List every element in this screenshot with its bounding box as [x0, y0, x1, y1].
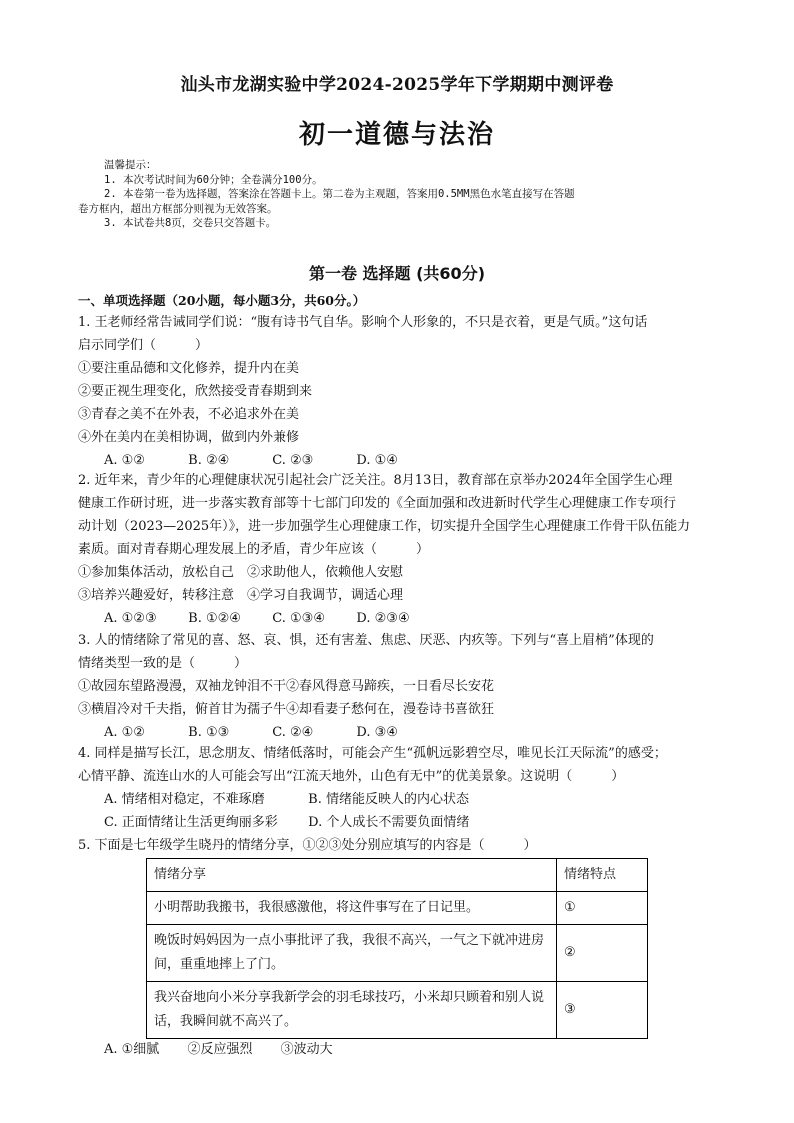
- q4-options-row: [78, 788, 720, 811]
- q4-option-a: A. 情绪相对稳定，不难琢磨: [104, 792, 265, 807]
- q4-stem-line: 心情平静、流连山水的人可能会写出“江流天地外，山色有无中”的优美景象。这说明（ ）: [78, 769, 625, 784]
- question-5: [78, 834, 720, 857]
- notice-item-2a: 2. 本卷第一卷为选择题，答案涂在答题卡上。第二卷为主观题，答案用0.5MM黑色水笔直接写在答题: [104, 188, 575, 200]
- part-title: 第一卷 选择题 (共60分): [308, 264, 486, 283]
- q2-stem-line: 动计划（2023—2025年）》，进一步加强学生心理健康工作，切实提升全国学生心理健康工作骨干队伍能力: [78, 519, 691, 534]
- table-row: [147, 892, 648, 925]
- q2-stem-line: 素质。面对青春期心理发展上的矛盾，青少年应该（ ）: [78, 542, 430, 557]
- q1-statement: ③青春之美不在外表，不必追求外在美: [78, 407, 300, 422]
- table-header-cell: 情绪特点: [557, 859, 648, 892]
- q5-option-a-part: ③波动大: [280, 1042, 333, 1057]
- notice-item-3: 3. 本试卷共8页，交卷只交答题卡。: [104, 217, 277, 229]
- q4-options-row: [78, 811, 720, 834]
- q2-option-a: A. ①②③: [104, 611, 157, 626]
- table-cell: 我兴奋地向小米分享我新学会的羽毛球技巧，小米却只顾着和别人说话，我瞬间就不高兴了。: [147, 982, 557, 1039]
- q3-option-b: B. ①③: [188, 725, 230, 740]
- question-4: [78, 742, 720, 834]
- q1-option-b: B. ②④: [188, 453, 230, 468]
- q2-statements: ①参加集体活动，放松自己 ②求助他人，依赖他人安慰: [78, 565, 404, 580]
- q3-stem-line: 情绪类型一致的是（ ）: [78, 656, 248, 671]
- subject-title: 初一道德与法治: [298, 120, 495, 150]
- table-cell: ③: [557, 982, 648, 1039]
- q2-option-d: D. ②③④: [356, 611, 410, 626]
- school-title: 汕头市龙湖实验中学2024-2025学年下学期期中测评卷: [180, 75, 614, 95]
- q4-option-c: C. 正面情绪让生活更绚丽多彩: [104, 815, 278, 830]
- q5-option-a-part: A. ①细腻: [104, 1042, 160, 1057]
- q4-option-b: B. 情绪能反映人的内心状态: [308, 792, 469, 807]
- q3-options: [78, 721, 720, 744]
- table-cell: ②: [557, 925, 648, 982]
- q3-option-d: D. ③④: [356, 725, 398, 740]
- q3-option-a: A. ①②: [104, 725, 145, 740]
- q1-stem-line: 1. 王老师经常告诫同学们说：“腹有诗书气自华。影响个人形象的，不只是衣着，更是气质。”这句话: [78, 315, 648, 330]
- q2-option-b: B. ①②④: [188, 611, 241, 626]
- q1-option-d: D. ①④: [356, 453, 398, 468]
- q4-option-d: D. 个人成长不需要负面情绪: [308, 815, 470, 830]
- q1-statement: ④外在美内在美相协调，做到内外兼修: [78, 430, 300, 445]
- question-2: [78, 469, 720, 630]
- notice-title: 温馨提示：: [104, 159, 157, 171]
- q1-option-a: A. ①②: [104, 453, 145, 468]
- q5-stem: 5. 下面是七年级学生晓丹的情绪分享，①②③处分别应填写的内容是（ ）: [78, 838, 537, 853]
- q1-statement: ②要正视生理变化，欣然接受青春期到来: [78, 384, 313, 399]
- q2-statements: ③培养兴趣爱好，转移注意 ④学习自我调节，调适心理: [78, 588, 404, 603]
- q1-stem-line: 启示同学们（ ）: [78, 338, 209, 353]
- q3-statements: ①故园东望路漫漫，双袖龙钟泪不干②春风得意马蹄疾，一日看尽长安花: [78, 679, 495, 694]
- table-header-row: [147, 859, 648, 892]
- q4-stem-line: 4. 同样是描写长江，思念朋友、情绪低落时，可能会产生“孤帆远影碧空尽，唯见长江天际流”的感受；: [78, 746, 667, 761]
- exam-notice: [78, 158, 728, 231]
- q5-option-a: [104, 1038, 357, 1057]
- notice-item-2b: 卷方框内，超出方框部分则视为无效答案。: [78, 202, 278, 215]
- table-row: [147, 925, 648, 982]
- q1-statement: ①要注重品德和文化修养，提升内在美: [78, 361, 300, 376]
- q2-stem-line: 2. 近年来，青少年的心理健康状况引起社会广泛关注。8月13日，教育部在京举办2024年全国学生心理: [78, 473, 673, 488]
- q3-statements: ③横眉冷对千夫指，俯首甘为孺子牛④却看妻子愁何在，漫卷诗书喜欲狂: [78, 702, 495, 717]
- question-3: [78, 629, 720, 744]
- notice-item-1: 1. 本次考试时间为60分钟；全卷满分100分。: [104, 173, 323, 186]
- q1-option-c: C. ②③: [272, 453, 314, 468]
- table-row: [147, 982, 648, 1039]
- table-cell: 小明帮助我搬书，我很感激他，将这件事写在了日记里。: [147, 892, 557, 925]
- q3-option-c: C. ②④: [272, 725, 314, 740]
- table-header-cell: 情绪分享: [147, 859, 557, 892]
- table-cell: 晚饭时妈妈因为一点小事批评了我，我很不高兴，一气之下就冲进房间，重重地摔上了门。: [147, 925, 557, 982]
- q2-option-c: C. ①③④: [272, 611, 325, 626]
- q2-options: [78, 607, 720, 630]
- question-1: [78, 311, 720, 472]
- q3-stem-line: 3. 人的情绪除了常见的喜、怒、哀、惧，还有害羞、焦虑、厌恶、内疚等。下列与“喜上眉梢”体现的: [78, 633, 654, 648]
- emotion-table: [146, 858, 648, 1039]
- q2-stem-line: 健康工作研讨班，进一步落实教育部等十七部门印发的《全面加强和改进新时代学生心理健康工作专项行: [78, 496, 677, 511]
- q5-option-a-part: ②反应强烈: [187, 1042, 253, 1057]
- section-heading: 一、单项选择题（20小题，每小题3分，共60分。）: [78, 293, 366, 308]
- table-cell: ①: [557, 892, 648, 925]
